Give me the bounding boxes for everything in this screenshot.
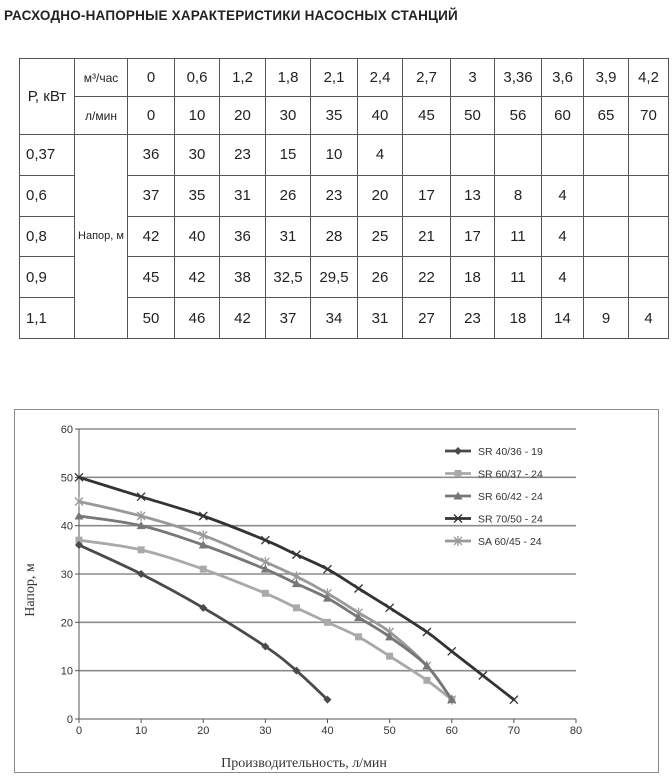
- y-tick-label: 50: [60, 472, 73, 485]
- head-value-cell: [584, 135, 629, 176]
- chart-frame: [14, 409, 659, 773]
- head-value-cell: 17: [403, 175, 451, 216]
- head-value-cell: 11: [495, 257, 542, 298]
- head-value-cell: 27: [403, 298, 451, 339]
- x-tick-label: 0: [75, 725, 83, 737]
- head-value-cell: 42: [175, 257, 220, 298]
- head-value-cell: 17: [451, 216, 495, 257]
- head-value-cell: 23: [220, 135, 266, 176]
- m3h-cell: 3,36: [495, 59, 542, 97]
- head-value-cell: 26: [358, 257, 403, 298]
- head-value-cell: 42: [128, 216, 175, 257]
- head-value-cell: 30: [175, 135, 220, 176]
- head-value-cell: 26: [266, 175, 311, 216]
- m3h-cell: 1,2: [220, 59, 266, 97]
- legend-label: SR 70/50 - 24: [478, 513, 543, 526]
- lmin-cell: 70: [629, 97, 669, 135]
- y-tick-label: 30: [60, 569, 73, 581]
- lmin-cell: 56: [495, 97, 542, 135]
- head-value-cell: 14: [542, 298, 584, 339]
- head-value-cell: 20: [358, 175, 403, 216]
- head-value-cell: 4: [542, 216, 584, 257]
- head-label-cell: Напор, м: [75, 135, 128, 339]
- head-value-cell: 18: [495, 298, 542, 339]
- grid-lines: [79, 429, 576, 671]
- lmin-cell: 20: [220, 97, 266, 135]
- legend-entry: [445, 469, 543, 481]
- legend: [445, 446, 543, 548]
- head-value-cell: 31: [220, 175, 266, 216]
- legend-entry: [445, 536, 542, 548]
- head-value-cell: 35: [175, 175, 220, 216]
- head-value-cell: 42: [220, 298, 266, 339]
- lmin-cell: 40: [358, 97, 403, 135]
- head-value-cell: 21: [403, 216, 451, 257]
- head-value-cell: 4: [629, 298, 669, 339]
- data-point: [455, 470, 462, 477]
- x-tick-label: 40: [321, 725, 334, 737]
- x-tick-label: 10: [135, 725, 148, 737]
- head-value-cell: [542, 135, 584, 176]
- data-point: [262, 590, 269, 597]
- data-point: [355, 633, 362, 640]
- legend-label: SA 60/45 - 24: [478, 536, 542, 548]
- head-value-cell: 38: [220, 257, 266, 298]
- head-value-cell: 4: [542, 175, 584, 216]
- data-point: [138, 546, 145, 553]
- head-value-cell: [451, 135, 495, 176]
- data-point: [479, 672, 487, 680]
- head-value-cell: 23: [311, 175, 358, 216]
- head-value-cell: [584, 216, 629, 257]
- x-tick-label: 20: [197, 725, 210, 737]
- lmin-cell: 10: [175, 97, 220, 135]
- head-value-cell: 18: [451, 257, 495, 298]
- head-value-cell: 40: [175, 216, 220, 257]
- table-row: [20, 97, 669, 135]
- head-value-cell: 25: [358, 216, 403, 257]
- head-value-cell: 13: [451, 175, 495, 216]
- head-value-cell: 23: [451, 298, 495, 339]
- legend-entry: [445, 446, 543, 458]
- data-point: [423, 677, 430, 684]
- head-value-cell: 36: [220, 216, 266, 257]
- legend-entry: [445, 514, 543, 526]
- head-value-cell: 37: [128, 175, 175, 216]
- head-value-cell: [403, 135, 451, 176]
- legend-label: SR 40/36 - 19: [478, 446, 543, 458]
- legend-label: SR 60/42 - 24: [478, 491, 543, 503]
- head-value-cell: 46: [175, 298, 220, 339]
- data-point: [386, 604, 394, 612]
- performance-table: [19, 58, 669, 339]
- data-point: [423, 628, 431, 636]
- head-value-cell: 9: [584, 298, 629, 339]
- data-point: [324, 619, 331, 626]
- power-cell: 0,8: [20, 216, 75, 257]
- lmin-cell: 30: [266, 97, 311, 135]
- series-line: [79, 516, 452, 700]
- m3h-cell: 2,1: [311, 59, 358, 97]
- m3h-cell: 3: [451, 59, 495, 97]
- head-value-cell: [629, 135, 669, 176]
- head-value-cell: 4: [358, 135, 403, 176]
- m3h-cell: 3,6: [542, 59, 584, 97]
- page-title: РАСХОДНО-НАПОРНЫЕ ХАРАКТЕРИСТИКИ НАСОСНЫХ СТАНЦИЙ: [4, 8, 458, 23]
- lmin-cell: 60: [542, 97, 584, 135]
- lmin-cell: 50: [451, 97, 495, 135]
- series-line: [79, 477, 514, 699]
- x-tick-label: 70: [507, 725, 520, 737]
- lmin-cell: 45: [403, 97, 451, 135]
- power-header: Р, кВт: [20, 59, 75, 135]
- head-value-cell: 45: [128, 257, 175, 298]
- x-tick-label: 50: [383, 725, 396, 737]
- head-value-cell: 29,5: [311, 257, 358, 298]
- y-tick-label: 20: [60, 617, 73, 630]
- data-point: [448, 647, 456, 655]
- head-value-cell: 8: [495, 175, 542, 216]
- m3h-header: м³/час: [75, 59, 128, 97]
- head-value-cell: 31: [266, 216, 311, 257]
- head-value-cell: 37: [266, 298, 311, 339]
- head-value-cell: [584, 175, 629, 216]
- m3h-cell: 3,9: [584, 59, 629, 97]
- x-tick-label: 60: [445, 725, 458, 737]
- y-tick-label: 10: [60, 665, 73, 678]
- m3h-cell: 4,2: [629, 59, 669, 97]
- series-4: [75, 497, 456, 705]
- m3h-cell: 2,7: [403, 59, 451, 97]
- head-value-cell: [495, 135, 542, 176]
- head-value-cell: 50: [128, 298, 175, 339]
- m3h-cell: 0: [128, 59, 175, 97]
- m3h-cell: 0,6: [175, 59, 220, 97]
- x-tick-label: 30: [259, 725, 272, 737]
- power-cell: 0,6: [20, 175, 75, 216]
- legend-label: SR 60/37 - 24: [478, 468, 543, 481]
- head-value-cell: 10: [311, 135, 358, 176]
- x-axis-label: Производительность, л/мин: [221, 756, 387, 771]
- y-tick-label: 40: [60, 520, 73, 533]
- y-tick-label: 60: [60, 424, 73, 436]
- head-value-cell: [629, 175, 669, 216]
- data-point: [355, 585, 363, 593]
- data-point: [510, 696, 518, 704]
- data-point: [293, 604, 300, 611]
- head-value-cell: [629, 257, 669, 298]
- y-axis-label: Напор, м: [23, 563, 38, 617]
- head-value-cell: 28: [311, 216, 358, 257]
- power-cell: 1,1: [20, 298, 75, 339]
- power-cell: 0,9: [20, 257, 75, 298]
- x-tick-label: 80: [569, 725, 583, 737]
- y-tick-label: 0: [66, 714, 73, 726]
- m3h-cell: 1,8: [266, 59, 311, 97]
- head-value-cell: [629, 216, 669, 257]
- lmin-header: л/мин: [75, 97, 128, 135]
- table-row: [20, 59, 669, 97]
- lmin-cell: 0: [128, 97, 175, 135]
- head-value-cell: [584, 257, 629, 298]
- legend-entry: [445, 491, 543, 503]
- head-value-cell: 11: [495, 216, 542, 257]
- head-value-cell: 36: [128, 135, 175, 176]
- m3h-cell: 2,4: [358, 59, 403, 97]
- head-value-cell: 31: [358, 298, 403, 339]
- data-point: [454, 447, 462, 455]
- head-value-cell: 34: [311, 298, 358, 339]
- lmin-cell: 65: [584, 97, 629, 135]
- lmin-cell: 35: [311, 97, 358, 135]
- head-value-cell: 22: [403, 257, 451, 298]
- data-point: [386, 653, 393, 660]
- head-value-cell: 32,5: [266, 257, 311, 298]
- head-value-cell: 4: [542, 257, 584, 298]
- head-flow-chart: [15, 410, 658, 772]
- head-value-cell: 15: [266, 135, 311, 176]
- power-cell: 0,37: [20, 135, 75, 176]
- data-point: [200, 566, 207, 573]
- table-row: [20, 135, 669, 176]
